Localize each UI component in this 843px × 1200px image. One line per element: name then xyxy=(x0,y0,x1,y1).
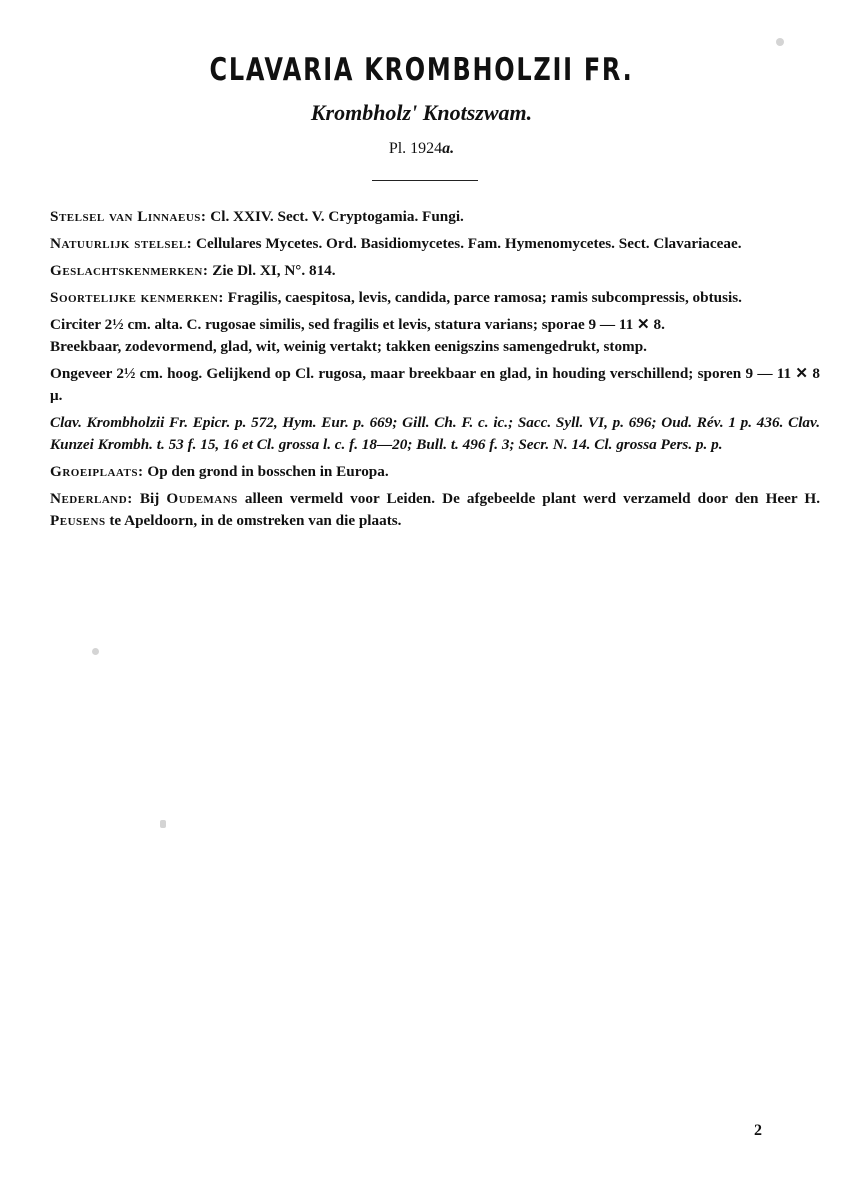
linnaeus-paragraph xyxy=(50,206,820,228)
genus-text: Zie Dl. XI, N°. 814. xyxy=(212,262,336,279)
species-paragraph xyxy=(50,287,820,309)
title-divider xyxy=(372,180,478,181)
netherlands-text-3: te Apeldoorn, in de omstreken van die plaats. xyxy=(109,512,402,529)
description-body xyxy=(50,206,820,537)
references-text: Clav. Krombholzii Fr. Epicr. p. 572, Hym. Eur. p. 669; Gill. Ch. F. c. ic.; Sacc. Syll. VI, p. 696; Oud. Rév. 1 p. 436. Clav. Kunzei Krombh. t. 53 f. 15, 16 et Cl. grossa l. c. f. 18—20; Bull. t. 496 f. 3; Secr. N. 14. Cl. grossa Pers. p. p. xyxy=(50,414,820,453)
dutch-description-text: Ongeveer 2½ cm. hoog. Gelijkend op Cl. rugosa, maar breekbaar en glad, in houding verschillend; sporen 9 — 11 ✕ 8 μ. xyxy=(50,365,820,404)
latin-description xyxy=(50,314,820,336)
dutch-short-text: Breekbaar, zodevormend, glad, wit, weinig vertakt; takken eenigszins samengedrukt, stomp. xyxy=(50,338,647,355)
linnaeus-label: Stelsel van Linnaeus: xyxy=(50,208,207,225)
latin-description-text: Circiter 2½ cm. alta. C. rugosae similis, sed fragilis et levis, statura varians; sporae 9 — 11 ✕ 8. xyxy=(50,316,665,333)
paper-speck xyxy=(776,38,784,46)
plate-suffix: a. xyxy=(442,140,455,157)
genus-label: Geslachtskenmerken: xyxy=(50,262,209,279)
linnaeus-text: Cl. XXIV. Sect. V. Cryptogamia. Fungi. xyxy=(210,208,464,225)
page-number: 2 xyxy=(754,1122,762,1139)
netherlands-paragraph xyxy=(50,488,820,532)
plate-prefix: Pl. 1924 xyxy=(388,140,443,157)
habitat-text: Op den grond in bosschen in Europa. xyxy=(147,463,389,480)
paper-speck xyxy=(160,820,166,828)
dutch-short-description xyxy=(50,336,820,358)
species-vernacular-name: Krombholz' Knotszwam. xyxy=(310,100,533,125)
species-title: CLAVARIA KROMBHOLZII FR. xyxy=(209,52,634,88)
habitat-label: Groeiplaats: xyxy=(50,463,144,480)
netherlands-text-1: Bij xyxy=(139,490,160,507)
natural-system-label: Natuurlijk stelsel: xyxy=(50,235,193,252)
references-paragraph xyxy=(50,412,820,456)
natural-system-text: Cellulares Mycetes. Ord. Basidiomycetes. Fam. Hymenomycetes. Sect. Clavariaceae. xyxy=(196,235,742,252)
netherlands-label: Nederland: xyxy=(50,490,133,507)
habitat-paragraph xyxy=(50,461,820,483)
genus-paragraph xyxy=(50,260,820,282)
netherlands-text-2: alleen vermeld voor Leiden. De afgebeelde plant werd verzameld door den Heer H. xyxy=(244,490,821,507)
plate-number xyxy=(0,140,843,158)
natural-system-paragraph xyxy=(50,233,820,255)
species-text: Fragilis, caespitosa, levis, candida, parce ramosa; ramis subcompressis, obtusis. xyxy=(227,289,742,306)
person-name-oudemans: Oudemans xyxy=(166,490,238,507)
species-label: Soortelijke kenmerken: xyxy=(50,289,224,306)
paper-speck xyxy=(92,648,99,655)
person-name-peusens: Peusens xyxy=(50,512,106,529)
dutch-description xyxy=(50,363,820,407)
